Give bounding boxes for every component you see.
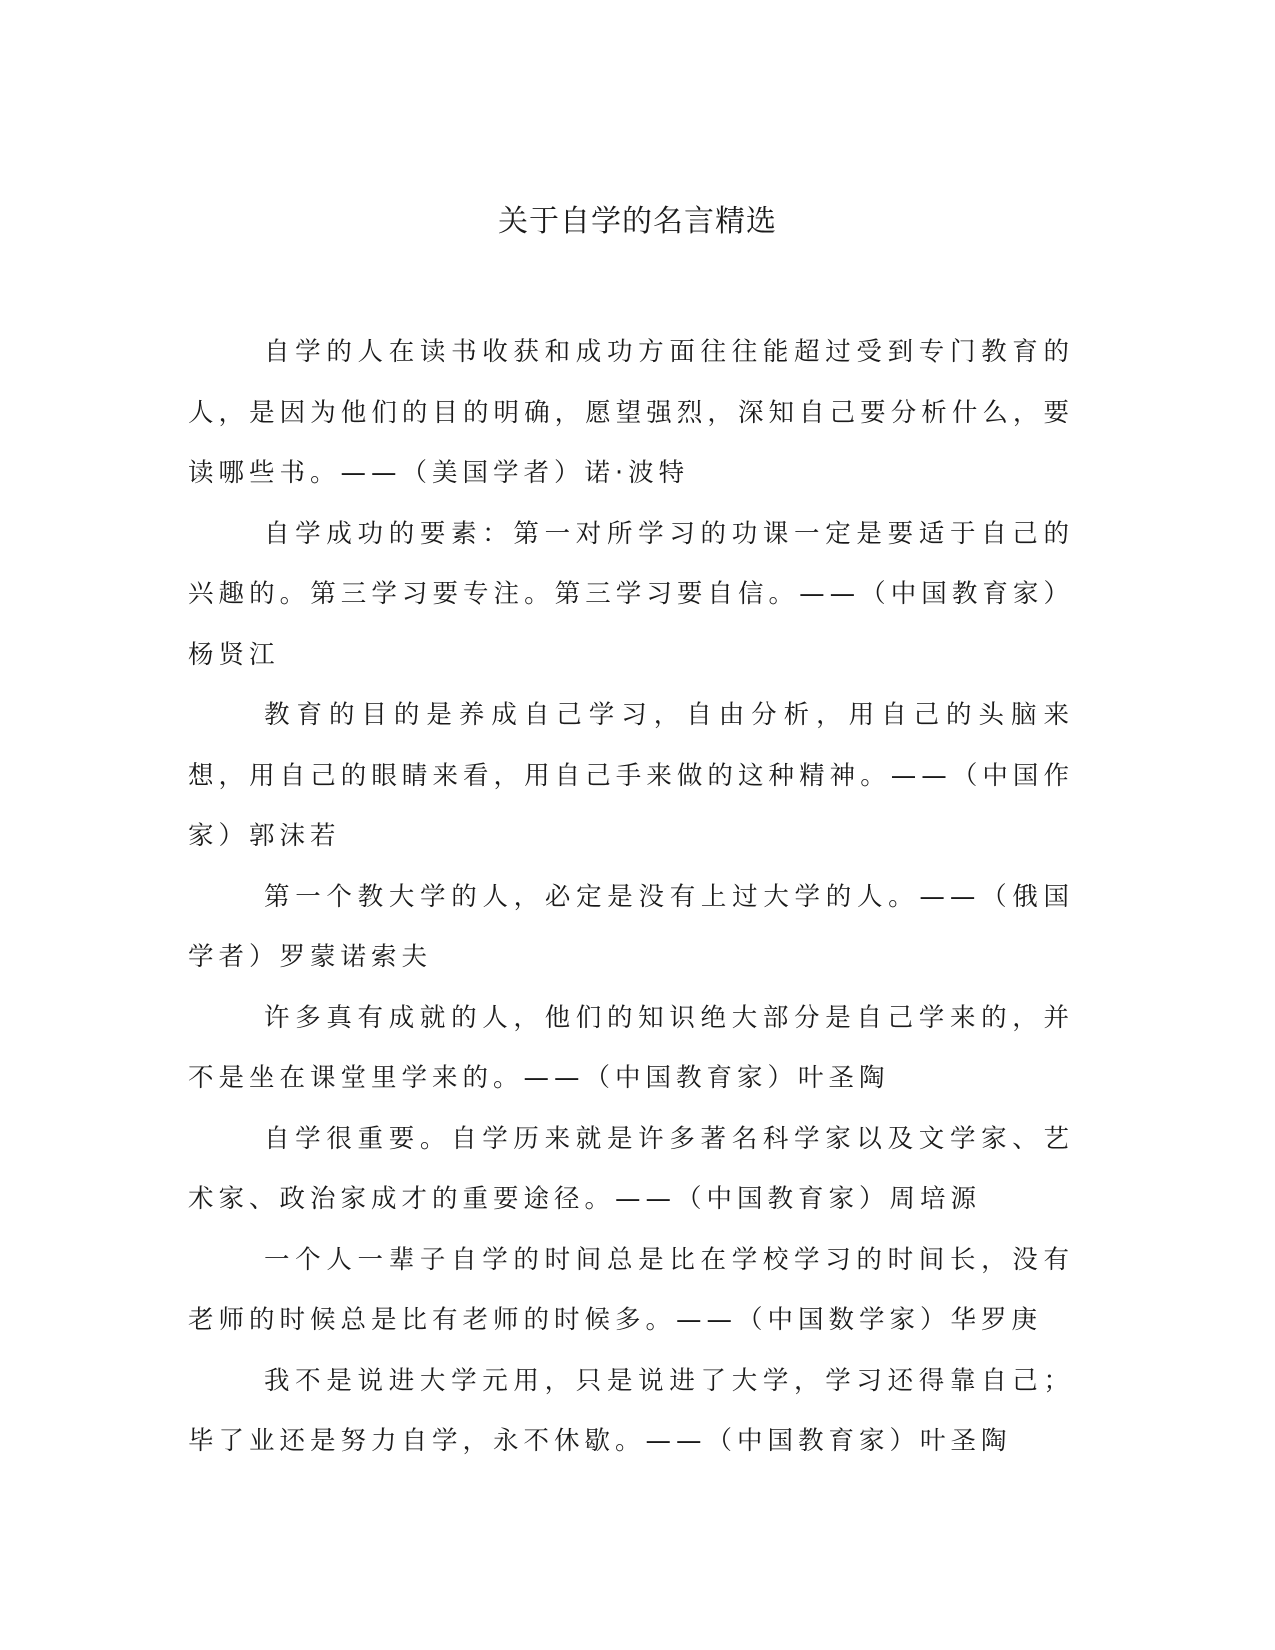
quote-paragraph: 自学的人在读书收获和成功方面往往能超过受到专门教育的人，是因为他们的目的明确，愿望强烈，深知自己要分析什么，要读哪些书。——（美国学者）诺·波特 <box>188 337 1074 488</box>
quote-paragraph: 我不是说进大学元用，只是说进了大学，学习还得靠自己；毕了业还是努力自学，永不休歇。——（中国教育家）叶圣陶 <box>188 1365 1074 1456</box>
document-title: 关于自学的名言精选 <box>498 204 777 239</box>
quote-paragraph: 自学很重要。自学历来就是许多著名科学家以及文学家、艺术家、政治家成才的重要途径。——（中国教育家）周培源 <box>188 1123 1074 1214</box>
quote-paragraph: 许多真有成就的人，他们的知识绝大部分是自己学来的，并不是坐在课堂里学来的。——（中国教育家）叶圣陶 <box>188 1002 1074 1093</box>
quote-paragraph: 第一个教大学的人，必定是没有上过大学的人。——（俄国学者）罗蒙诺索夫 <box>188 881 1074 972</box>
quote-paragraph: 教育的目的是养成自己学习，自由分析，用自己的头脑来想，用自己的眼睛来看，用自己手来做的这种精神。——（中国作家）郭沫若 <box>188 700 1074 851</box>
quote-paragraph: 自学成功的要素：第一对所学习的功课一定是要适于自己的兴趣的。第三学习要专注。第三学习要自信。——（中国教育家）杨贤江 <box>188 518 1074 670</box>
document-body <box>188 322 1074 1472</box>
quote-paragraph: 一个人一辈子自学的时间总是比在学校学习的时间长，没有老师的时候总是比有老师的时候多。——（中国数学家）华罗庚 <box>188 1244 1074 1335</box>
